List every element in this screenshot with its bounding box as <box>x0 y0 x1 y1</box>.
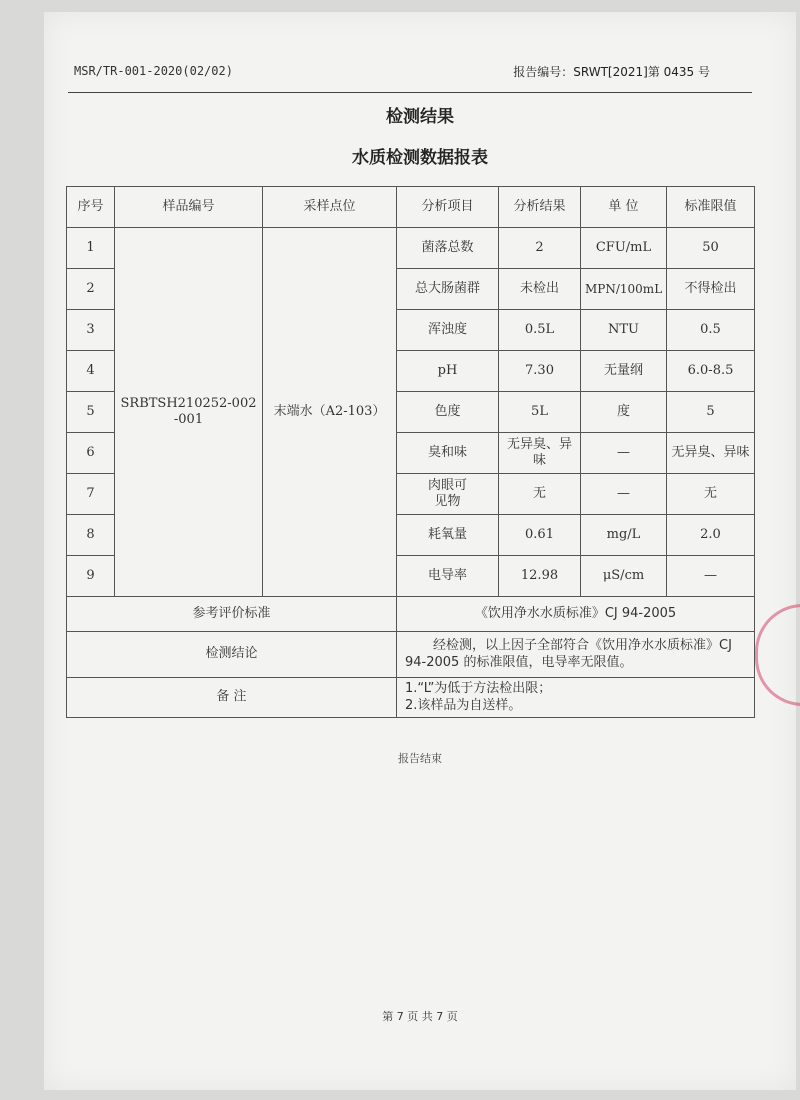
row-unit: — <box>581 474 667 515</box>
conclusion-label: 检测结论 <box>67 632 397 678</box>
row-result: 无异臭、异味 <box>499 433 581 474</box>
row-unit: μS/cm <box>581 556 667 597</box>
row-no: 1 <box>67 228 115 269</box>
table-header-row <box>67 187 755 228</box>
row-item: 浑浊度 <box>397 310 499 351</box>
seal-stamp <box>755 604 800 706</box>
row-result: 0.5L <box>499 310 581 351</box>
remark-line-1: 1.“L”为低于方法检出限； <box>405 681 552 697</box>
header-cell-limit: 标准限值 <box>667 187 755 228</box>
report-end: 报告结束 <box>398 752 442 765</box>
row-item: 臭和味 <box>397 433 499 474</box>
table-row <box>67 228 755 269</box>
row-limit: 不得检出 <box>667 269 755 310</box>
reference-standard-row <box>67 597 755 632</box>
sample-id-cell: SRBTSH210252-002-001 <box>115 228 263 597</box>
row-limit: 6.0-8.5 <box>667 351 755 392</box>
row-result: 未检出 <box>499 269 581 310</box>
table-title: 水质检测数据报表 <box>352 148 488 168</box>
row-limit: — <box>667 556 755 597</box>
row-unit: CFU/mL <box>581 228 667 269</box>
header-cell-sampling-point: 采样点位 <box>263 187 397 228</box>
row-item: 菌落总数 <box>397 228 499 269</box>
row-limit: 无 <box>667 474 755 515</box>
row-no: 4 <box>67 351 115 392</box>
row-result: 5L <box>499 392 581 433</box>
header-cell-item: 分析项目 <box>397 187 499 228</box>
header-rule <box>68 92 752 93</box>
water-quality-table <box>66 186 755 718</box>
row-limit: 2.0 <box>667 515 755 556</box>
row-item: 耗氧量 <box>397 515 499 556</box>
report-number: 报告编号：SRWT[2021]第 0435 号 <box>513 65 710 79</box>
row-item: 总大肠菌群 <box>397 269 499 310</box>
row-unit: NTU <box>581 310 667 351</box>
page-number: 第 7 页 共 7 页 <box>382 1010 458 1023</box>
row-unit: MPN/100mL <box>581 269 667 310</box>
row-result: 7.30 <box>499 351 581 392</box>
row-no: 8 <box>67 515 115 556</box>
remark-line-2: 2.该样品为自送样。 <box>405 697 522 713</box>
document-code: MSR/TR-001-2020(02/02) <box>74 64 233 78</box>
row-item: 肉眼可见物 <box>397 474 499 515</box>
report-page <box>44 12 796 1090</box>
row-limit: 50 <box>667 228 755 269</box>
row-result: 2 <box>499 228 581 269</box>
row-item: pH <box>397 351 499 392</box>
header-cell-result: 分析结果 <box>499 187 581 228</box>
row-limit: 5 <box>667 392 755 433</box>
row-limit: 无异臭、异味 <box>667 433 755 474</box>
page-title: 检测结果 <box>386 107 454 127</box>
row-no: 2 <box>67 269 115 310</box>
header-cell-sample-id: 样品编号 <box>115 187 263 228</box>
conclusion-text: 经检测，以上因子全部符合《饮用净水水质标准》CJ 94-2005 的标准限值，电导率无限值。 <box>405 638 732 670</box>
header-cell-unit: 单 位 <box>581 187 667 228</box>
row-unit: mg/L <box>581 515 667 556</box>
row-result: 0.61 <box>499 515 581 556</box>
row-unit: 度 <box>581 392 667 433</box>
row-limit: 0.5 <box>667 310 755 351</box>
row-no: 3 <box>67 310 115 351</box>
row-unit: — <box>581 433 667 474</box>
row-no: 6 <box>67 433 115 474</box>
row-item: 色度 <box>397 392 499 433</box>
reference-standard-label: 参考评价标准 <box>67 597 397 632</box>
row-no: 7 <box>67 474 115 515</box>
remarks-row <box>67 678 755 718</box>
row-no: 9 <box>67 556 115 597</box>
row-result: 12.98 <box>499 556 581 597</box>
conclusion-value <box>397 632 755 678</box>
header-cell-no: 序号 <box>67 187 115 228</box>
row-unit: 无量纲 <box>581 351 667 392</box>
reference-standard-value: 《饮用净水水质标准》CJ 94-2005 <box>397 597 755 632</box>
row-no: 5 <box>67 392 115 433</box>
row-result: 无 <box>499 474 581 515</box>
row-item: 电导率 <box>397 556 499 597</box>
remarks-label: 备 注 <box>67 678 397 718</box>
remarks-value <box>397 678 755 718</box>
sampling-point-cell: 末端水（A2-103） <box>263 228 397 597</box>
conclusion-row <box>67 632 755 678</box>
